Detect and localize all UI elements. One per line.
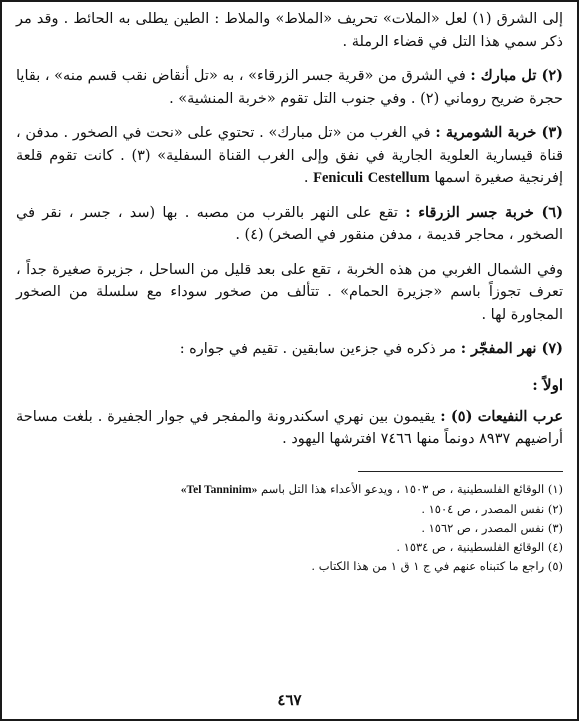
heading-jisr-zarqa: (٦) خربة جسر الزرقاء : <box>405 203 564 221</box>
text-shumariya: في الغرب من «تل مبارك» . تحتوي على «نحت في الصخور . مدفن ، قناة قيسارية العلوية الجارية في نفق وإلى الغرب القناة السفلية» (٣) . كانت تقوم قلعة إفرنجية صغيرة اسمها <box>16 125 564 186</box>
footnote-3: (٣) نفس المصدر ، ص ١٥٦٢ . <box>421 520 563 535</box>
text-hammam-island: وفي الشمال الغربي من هذه الخربة ، تقع على بعد قليل من الساحل ، جزيرة صغيرة جداً ، تعرف تجوزاً باسم «جزيرة الحمام» . تتألف من صخور سوداء مع سلسلة من الصخور المجاورة لها . <box>16 261 563 323</box>
text-nufayat: يقيمون بين نهري اسكندرونة والمفجر في جوار الجفيرة . بلغت مساحة أراضيهم ٨٩٣٧ دونماً منها ٧٤٦٦ افترشها اليهود . <box>16 408 563 447</box>
paragraph-hammam-island <box>16 259 563 327</box>
paragraph-shumariya: (٣) خربة الشومرية : في الغرب من «تل مبارك» . تحتوي على «نحت في الصخور . مدفن ، قناة قيسارية العلوية الجارية في نفق وإلى الغرب القناة السفلية» (٣) . كانت تقوم قلعة إفرنجية صغيرة اسمها Cestellum Feniculi . <box>16 124 564 186</box>
text-jisr-zarqa: تقع على النهر بالقرب من مصبه . بها (سد ، جسر ، نقر في الصخور ، محاجر قديمة ، مدفن منقور في الصخر) (٤) . <box>16 204 563 243</box>
footnote-2: (٢) نفس المصدر ، ص ١٥٠٤ . <box>421 501 563 516</box>
footnote-divider <box>358 471 563 472</box>
heading-shumariya: (٣) خربة الشومرية : <box>435 124 563 141</box>
footnote-1-text: (١) الوقائع الفلسطينية ، ص ١٥٠٣ ، ويدعو الأعداء هذا التل باسم <box>260 481 563 496</box>
latin-term-feniculi: Feniculi <box>313 170 364 186</box>
paragraph-1-text: إلى الشرق (١) لعل «الملات» تحريف «الملاط» والملاط : الطين يطلى به الحائط . وقد مر ذكر سمي هذا التل في قضاء الرملة . <box>16 11 563 50</box>
footnote-1-latin: «Tel Tanninim» <box>180 483 258 496</box>
heading-nufayat: عرب النفيعات (٥) : <box>440 407 563 425</box>
page-number: ٤٦٧ <box>277 691 302 709</box>
page-body <box>16 8 563 709</box>
paragraph-1 <box>16 8 563 53</box>
footnote-5: (٥) راجع ما كتبناه عنهم في ج ١ ق ١ من هذا الكتاب . <box>311 558 563 573</box>
heading-first: اولاً : <box>532 375 563 394</box>
footnote-1 <box>16 480 563 500</box>
footnotes <box>16 480 563 576</box>
paragraph-nahr-mufjir <box>16 338 563 361</box>
text-tel-mubarak: في الشرق من «قرية جسر الزرقاء» ، به «تل أنقاض نقب قسم منه» ، بقايا حجرة ضريح روماني (٢) . وفي جنوب التل تقوم «خربة المنشية» . <box>16 68 563 107</box>
footnote-4: (٤) الوقائع الفلسطينية ، ص ١٥٣٤ . <box>396 539 563 554</box>
text-nahr-mufjir: مر ذكره في جزءين سابقين . تقيم في جواره : <box>179 341 457 357</box>
paragraph-tel-mubarak <box>16 65 563 110</box>
heading-nahr-mufjir: (٧) نهر المفجّر : <box>460 340 563 357</box>
paragraph-jisr-zarqa <box>16 202 563 247</box>
heading-tel-mubarak: (٢) تل مبارك : <box>470 67 563 84</box>
latin-term-cestellum: Cestellum <box>367 170 430 186</box>
paragraph-nufayat <box>16 406 563 451</box>
